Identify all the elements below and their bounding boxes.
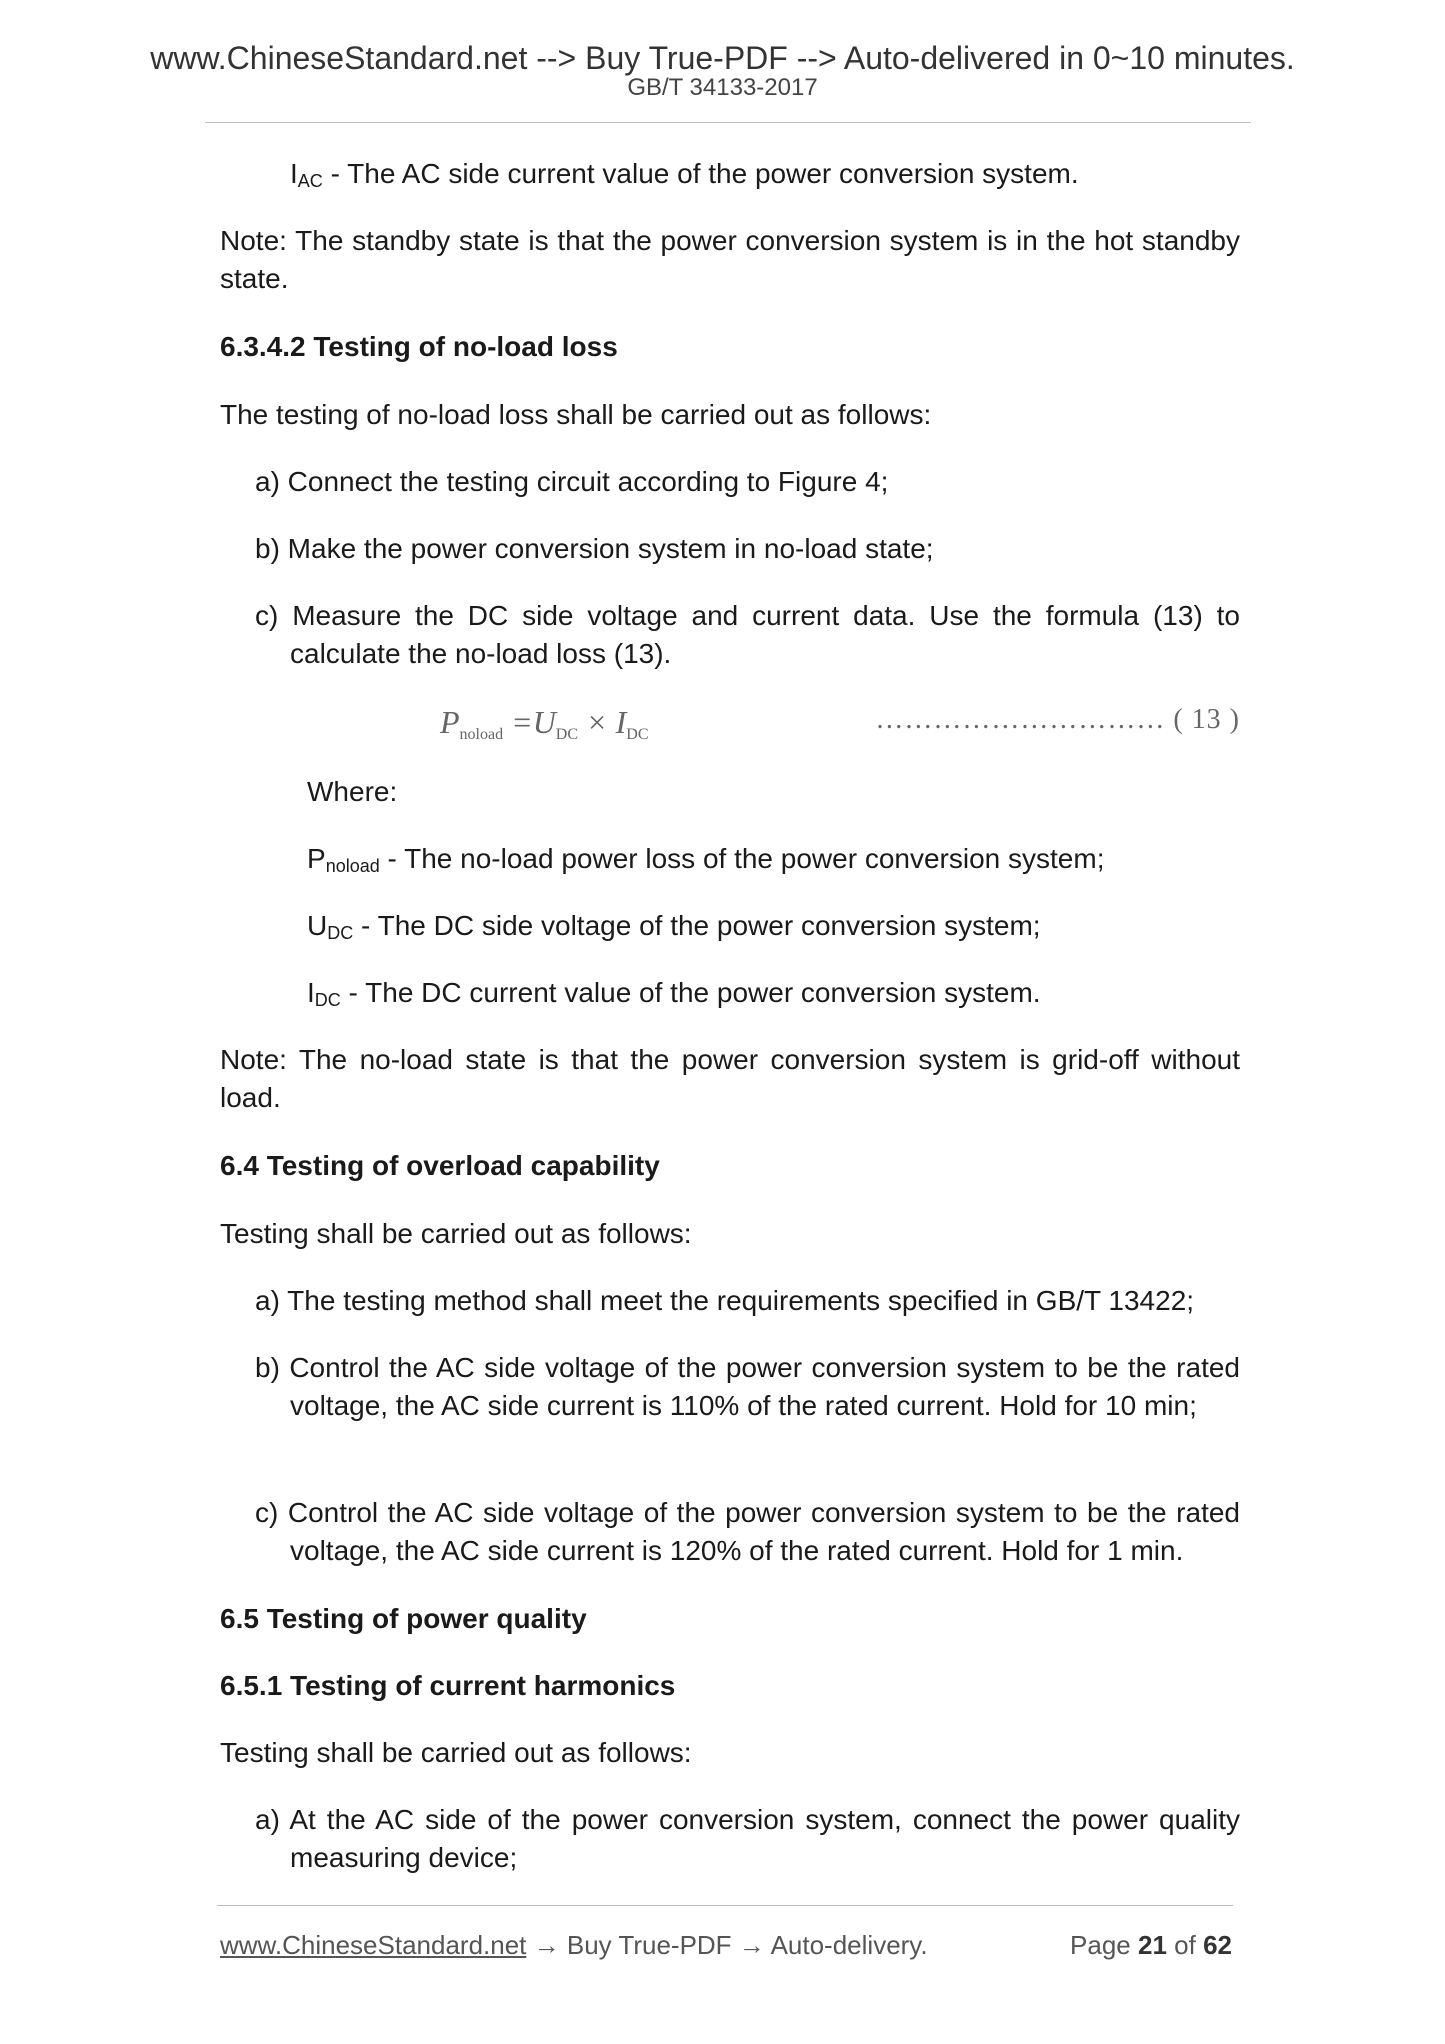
list-item-noload-b: b) Make the power conversion system in no-load state;	[255, 533, 934, 564]
udc-symbol: U	[307, 910, 328, 941]
where-label: Where:	[307, 776, 398, 807]
footer-divider	[217, 1905, 1233, 1906]
list-item-overload-b: b) Control the AC side voltage of the power conversion system to be the rated voltage, the AC side current is 110% of the rated current. Hold for 10 min;	[255, 1352, 1240, 1421]
noload-intro: The testing of no-load loss shall be carried out as follows:	[220, 399, 932, 430]
iac-definition	[290, 155, 1240, 193]
footer-text: → Buy True-PDF → Auto-delivery.	[526, 1930, 928, 1960]
idc-text: - The DC current value of the power conversion system.	[340, 977, 1041, 1008]
of-label: of	[1174, 1930, 1196, 1960]
page-footer	[220, 1928, 1232, 1962]
pnoload-subscript: noload	[325, 856, 380, 876]
header-divider	[205, 122, 1251, 123]
formula-p-sub: noload	[459, 726, 504, 743]
list-item-harmonics-a: a) At the AC side of the power conversion system, connect the power quality measuring device;	[255, 1804, 1240, 1873]
formula-u: =U	[503, 704, 556, 740]
formula-p: P	[440, 704, 460, 740]
list-item-overload-a: a) The testing method shall meet the requirements specified in GB/T 13422;	[255, 1285, 1195, 1316]
standard-code: GB/T 34133-2017	[627, 74, 818, 101]
iac-text: - The AC side current value of the power conversion system.	[322, 158, 1079, 189]
iac-subscript: AC	[297, 171, 323, 191]
heading-6-5-1: 6.5.1 Testing of current harmonics	[220, 1670, 676, 1701]
list-item-noload-c: c) Measure the DC side voltage and current data. Use the formula (13) to calculate the no-load loss (13).	[255, 600, 1240, 669]
overload-intro: Testing shall be carried out as follows:	[220, 1218, 692, 1249]
page-total: 62	[1203, 1930, 1232, 1960]
page-label: Page	[1070, 1930, 1131, 1960]
heading-6-3-4-2: 6.3.4.2 Testing of no-load loss	[220, 331, 618, 362]
udc-subscript: DC	[327, 923, 354, 943]
formula-number: ………………………… ( 13 )	[875, 704, 1240, 735]
iac-symbol: I	[290, 158, 298, 189]
formula-expression	[440, 704, 649, 741]
idc-subscript: DC	[314, 990, 341, 1010]
pnoload-symbol: P	[307, 843, 326, 874]
udc-text: - The DC side voltage of the power conversion system;	[353, 910, 1041, 941]
note-noload: Note: The no-load state is that the power conversion system is grid-off without load.	[220, 1044, 1240, 1113]
idc-symbol: I	[307, 977, 315, 1008]
list-item-noload-a: a) Connect the testing circuit according to Figure 4;	[255, 466, 889, 497]
heading-6-5: 6.5 Testing of power quality	[220, 1603, 587, 1634]
list-item-overload-c: c) Control the AC side voltage of the power conversion system to be the rated voltage, the AC side current is 120% of the rated current. Hold for 1 min.	[255, 1497, 1240, 1566]
header-banner: www.ChineseStandard.net --> Buy True-PDF --> Auto-delivered in 0~10 minutes.	[150, 40, 1295, 76]
formula-i: × I	[578, 704, 627, 740]
heading-6-4: 6.4 Testing of overload capability	[220, 1150, 660, 1181]
pnoload-definition	[307, 840, 1240, 878]
harmonics-intro: Testing shall be carried out as follows:	[220, 1737, 692, 1768]
page-indicator	[1070, 1928, 1232, 1962]
note-standby: Note: The standby state is that the power conversion system is in the hot standby state.	[220, 225, 1240, 294]
footer-link[interactable]: www.ChineseStandard.net	[220, 1930, 527, 1960]
idc-definition	[307, 974, 1240, 1012]
pnoload-text: - The no-load power loss of the power conversion system;	[379, 843, 1105, 874]
formula-u-sub: DC	[555, 726, 579, 743]
page-number: 21	[1138, 1930, 1167, 1960]
udc-definition	[307, 907, 1240, 945]
formula-i-sub: DC	[626, 726, 649, 743]
formula-13	[220, 700, 1240, 750]
